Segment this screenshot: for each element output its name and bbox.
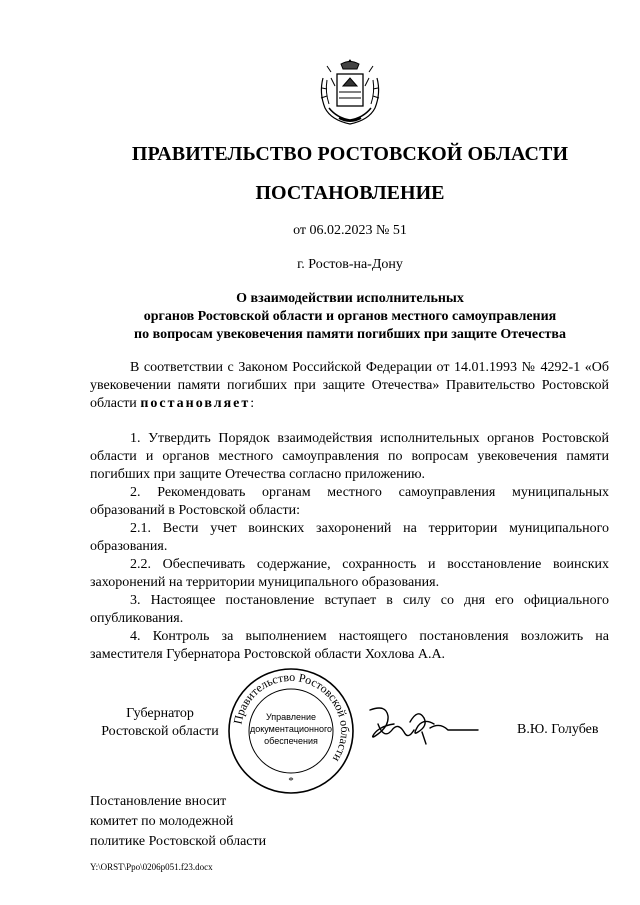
document-type: ПОСТАНОВЛЕНИЕ — [255, 182, 445, 204]
document-subject — [0, 290, 640, 344]
official-stamp — [226, 666, 356, 796]
signer-position-line: Губернатор — [126, 706, 194, 721]
decree-item: 4. Контроль за выполнением настоящего постановления возложить на заместителя Губернатора Ростовской области Хохлова А.А. — [90, 629, 609, 662]
decree-word: постановляет — [140, 396, 251, 411]
preamble-paragraph — [90, 359, 609, 413]
decree-item: 2.1. Вести учет воинских захоронений на территории муниципального образования. — [90, 521, 609, 554]
preamble-text: В соответствии с Законом Российской Федерации от 14.01.1993 № 4292-1 «Об увековечении памяти погибших при защите Отечества» Правительство Ростовской области — [90, 360, 609, 411]
handwritten-signature — [362, 702, 497, 750]
stamp-ring-text: Правительство Ростовской области — [230, 669, 353, 765]
subject-line: по вопросам увековечения памяти погибших при защите Отечества — [134, 327, 566, 342]
government-title: ПРАВИТЕЛЬСТВО РОСТОВСКОЙ ОБЛАСТИ — [131, 143, 569, 165]
preamble — [90, 359, 609, 413]
decree-items — [90, 430, 609, 664]
stamp-center-line: обеспечения — [264, 736, 318, 746]
document-city: г. Ростов-на-Дону — [297, 257, 403, 272]
coat-of-arms-emblem — [317, 58, 383, 128]
decree-item: 1. Утвердить Порядок взаимодействия исполнительных органов Ростовской области и органов местного самоуправления по вопросам увековечения памяти погибших при защите Отечества согласно приложению. — [90, 431, 609, 482]
submission-note — [90, 792, 310, 852]
signer-position — [90, 705, 230, 741]
stamp-center-line: документационного — [249, 724, 333, 734]
note-line: Постановление вносит — [90, 794, 227, 809]
note-line: политике Ростовской области — [90, 834, 267, 849]
decree-item: 3. Настоящее постановление вступает в силу со дня его официального опубликования. — [90, 593, 609, 626]
decree-item: 2.2. Обеспечивать содержание, сохранность и восстановление воинских захоронений на территории муниципального образования. — [90, 557, 609, 590]
file-path: Y:\ORST\Ppo\0206p051.f23.docx — [90, 862, 213, 872]
subject-line: О взаимодействии исполнительных — [236, 291, 464, 306]
signer-position-line: Ростовской области — [101, 724, 219, 739]
signer-name: В.Ю. Голубев — [517, 722, 599, 737]
decree-colon: : — [250, 396, 255, 411]
subject-line: органов Ростовской области и органов местного самоуправления — [143, 309, 557, 324]
stamp-star: * — [288, 775, 294, 787]
decree-item: 2. Рекомендовать органам местного самоуправления муниципальных образований в Ростовской области: — [90, 485, 609, 518]
stamp-center-line: Управление — [265, 712, 317, 722]
note-line: комитет по молодежной — [90, 814, 234, 829]
document-date-number: от 06.02.2023 № 51 — [293, 223, 407, 238]
